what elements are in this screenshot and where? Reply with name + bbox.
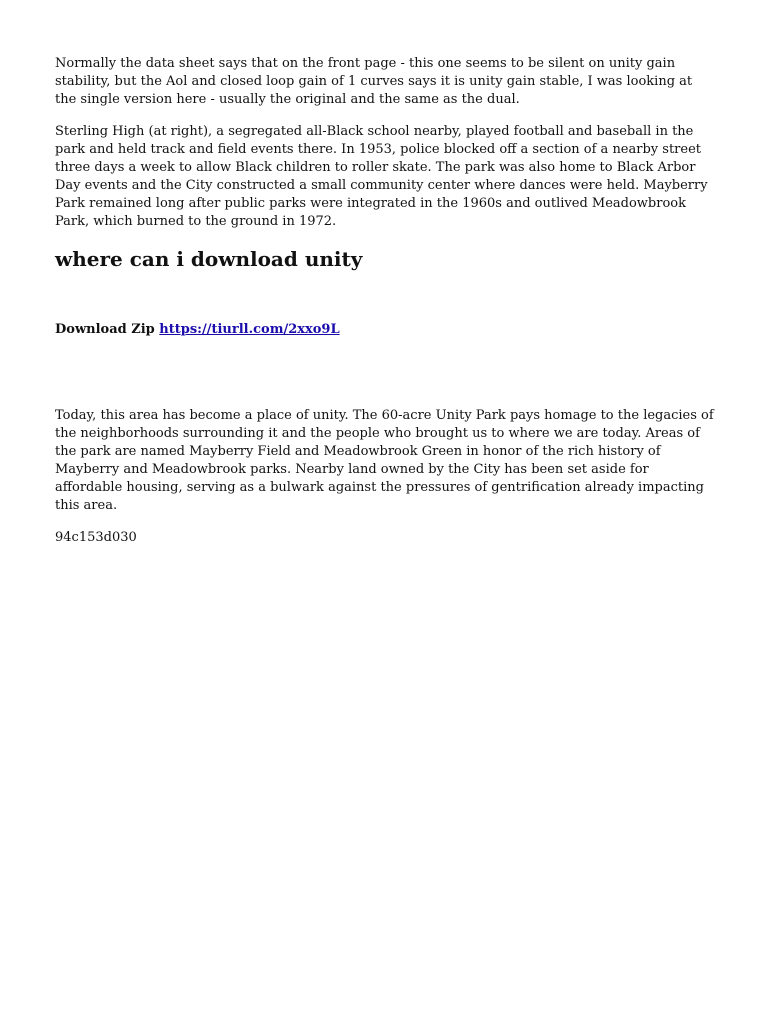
download-label: Download Zip [55, 322, 155, 337]
page-heading: where can i download unity [55, 247, 363, 271]
document-page [55, 55, 715, 547]
paragraph-unity-park: Today, this area has become a place of unity. The 60-acre Unity Park pays homage to the legacies of the neighborhoods surrounding it and the people who brought us to where we are today. Areas of the park are named Mayberry Field and Meadowbrook Green in honor of the rich history of Mayberry and Meadowbrook parks. Nearby land owned by the City has been set aside for affordable housing, serving as a bulwark against the pressures of gentrification already impacting this area. [55, 408, 714, 513]
download-link[interactable]: https://tiurll.com/2xxo9L [159, 322, 340, 337]
paragraph-opamp: Normally the data sheet says that on the front page - this one seems to be silent on unity gain stability, but the Aol and closed loop gain of 1 curves says it is unity gain stable, I was looking at the single version here - usually the original and the same as the dual. [55, 56, 693, 107]
document-code: 94c153d030 [55, 530, 137, 545]
paragraph-sterling-high: Sterling High (at right), a segregated all-Black school nearby, played football and baseball in the park and held track and field events there. In 1953, police blocked off a section of a nearby street three days a week to allow Black children to roller skate. The park was also home to Black Arbor Day events and the City constructed a small community center where dances were held. Mayberry Park remained long after public parks were integrated in the 1960s and outlived Meadowbrook Park, which burned to the ground in 1972. [55, 124, 708, 229]
download-line [55, 321, 715, 339]
